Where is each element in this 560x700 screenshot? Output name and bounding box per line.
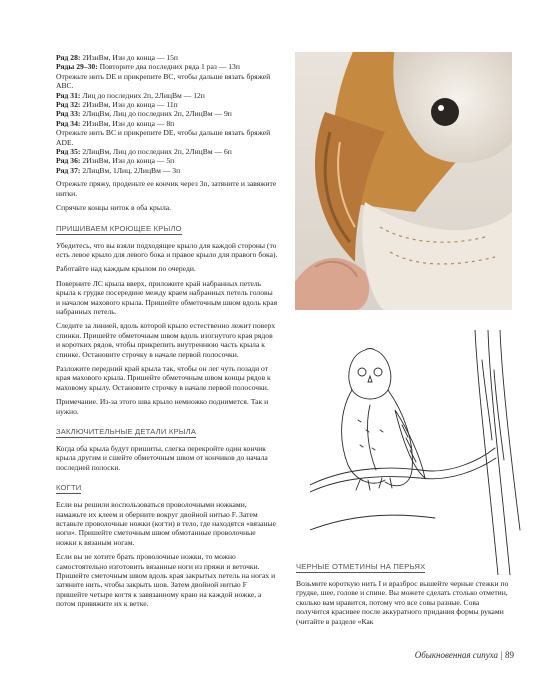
row-line: Ряды 29–30: Повторите два последних ряда 1 раз — 13п [56,62,240,72]
row-note: Отрежьте нить DE и прикрепите BC, чтобы дальше вязать бряжей ABC. [56,71,271,91]
section-heading: ЧЕРНЫЕ ОТМЕТИНЫ НА ПЕРЬЯХ [296,562,426,571]
row-line: Ряд 36: 2ИзнВм, Изн до конца — 5п [56,156,175,166]
page-footer [415,650,514,660]
left-column [56,53,278,614]
section-heading: ПРИШИВАЕМ КРОЮЩЕЕ КРЫЛО [56,223,182,233]
row-note: Отрежьте нить BC и прикрепите DE, чтобы дальше вязать бряжей ADE. [56,128,271,147]
owl-sketch-graphic [310,330,525,575]
row-line: Ряд 37: 2ЛицВм, 1Лиц, 2ЛицВм — 3п [56,165,181,175]
paragraph: Поверните ЛС крыла вверх, приложите край набранных петель крыла к грудке посередине между краем набранных петель головы и началом махового крыла. Пришейте обметочным швом вдоль края набранных петель. [56,278,278,316]
knitted-owl-photo [295,52,512,310]
section-claws [56,477,278,608]
row-line: Ряд 28: 2ИзнВм, Изн до конца — 15п [56,53,178,62]
section-heading: КОГТИ [56,483,82,493]
owl-photo-graphic [295,52,512,310]
section-wing-details [56,421,278,472]
footer-title: Обыкновенная сипуха [414,650,499,660]
paragraph: Убедитесь, что вы взяли подходящее крыло для каждой стороны (то есть левое крыло для левого бока и правое крыло для правого бока). [56,240,278,259]
section-heading: ЗАКЛЮЧИТЕЛЬНЫЕ ДЕТАЛИ КРЫЛА [56,427,197,436]
footer-separator: | [498,650,505,660]
paragraph: Если вы не хотите брать проволочные ножки, то можно самостоятельно изготовить вязанные ноги из пряжи и веточки. Пришейте сметочным швом вдоль края закрытых петель на ногах и затяните нить, чтобы закрыть шов. Затем двойной нитью F пришейте четыре когтя к завязанному краю на каждой ножке, а потом привяжите их к ветке. [56,552,276,609]
row-line: Ряд 31: Лиц до последних 2п, 2ЛицВм — 12п [56,90,205,100]
row-line: Ряд 34: 2ИзнВм, Изн до конца — 8п [56,118,175,128]
owl-sketch-illustration [310,330,525,575]
finish-instruction: Отрежьте пряжу, проденьте ее кончик через 3п, затяните и завяжите нитки. [56,179,277,198]
section-sew-wing [56,218,278,417]
row-line: Ряд 32: 2ИзнВм, Изн до конца — 11п [56,100,178,110]
pattern-rows [56,53,278,175]
hide-ends-instruction: Спрячьте концы ниток в оба крыла. [56,203,172,213]
right-column [296,556,512,631]
paragraph: Если вы решили воспользоваться проволочными ножками, намажьте их клеем и оберните вокруг двойной нитью F. Затем вставьте проволочные ножки (когти) в тело, где находятся «вязаные ноги». Пришейте сметочным швом обмотанные проволочные ножки к вязаным ногам. [56,500,276,547]
row-line: Ряд 35: 2ЛицВм, Лиц до последних 2п, 2ЛицВм — 6п [56,147,232,157]
paragraph: Работайте над каждым крылом по очереди. [56,264,196,274]
row-line: Ряд 33: 2ЛицВм, Лиц до последних 2п, 2ЛицВм — 9п [56,109,232,119]
paragraph: Разложите передний край крыла так, чтобы он лег чуть позади от края махового крыла. Пришейте обметочным швом концы рядов к маховому крылу. Остановите строчку в начале первой полосочки. [56,363,271,392]
paragraph: Следите за линией, вдоль которой крыло естественно лежит поверх спинки. Пришейте обметочным швом вдоль изогнутого края рядов и коротких рядов, чтобы прикрепить внутреннюю часть крыла к спинке. Остановите строчку в начале первой полосочки. [56,321,276,359]
page-number: 89 [505,650,514,660]
paragraph: Возьмите короткую нить I и вразброс вышейте черные стежки по грудке, шее, голове и спине. Вы можете сделать столько отметин, сколько вам нравится, потому что все совы разные. Сова получится красивее после аккуратного придания формы руками (читайте в разделе «Как [296,579,509,626]
paragraph: Когда оба крыла будут пришиты, слегка перекройте один кончик крыла другим и сшейте обметочным швом от кончиков до начала последней полоски. [56,444,268,472]
paragraph: Примечание. Из-за этого шва крыло немножко поднимется. Так и нужно. [56,397,269,416]
